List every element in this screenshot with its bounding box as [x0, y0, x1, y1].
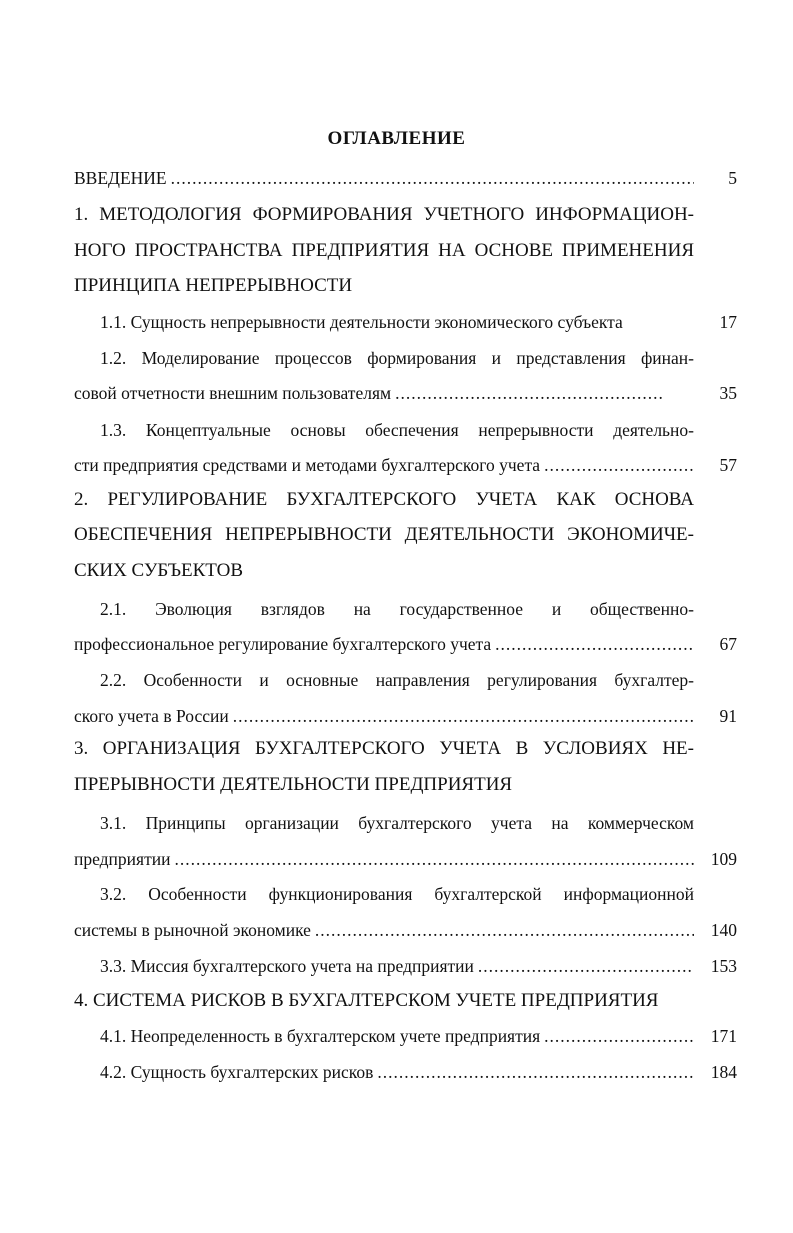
chapter-2-line-2: ОБЕСПЕЧЕНИЯ НЕПРЕРЫВНОСТИ ДЕЯТЕЛЬНОСТИ ЭКОНОМИЧЕ-	[74, 524, 694, 545]
toc-page-number: 35	[719, 383, 737, 403]
section-3-2-line-2: системы в рыночной экономике .....	[74, 917, 694, 943]
chapter-2-line-1: 2. РЕГУЛИРОВАНИЕ БУХГАЛТЕРСКОГО УЧЕТА КАК ОСНОВА	[74, 489, 694, 510]
toc-title: ОГЛАВЛЕНИЕ	[327, 128, 466, 149]
toc-page-number: 57	[719, 455, 737, 475]
chapter-1-line-2: НОГО ПРОСТРАНСТВА ПРЕДПРИЯТИЯ НА ОСНОВЕ ПРИМЕНЕНИЯ	[74, 240, 694, 261]
section-1-2-line-2: совой отчетности внешним пользователям .....	[74, 380, 664, 406]
section-2-2-line-2: ского учета в России .....	[74, 703, 694, 729]
section-2-1-line-1: 2.1. Эволюция взглядов на государственное и общественно-	[100, 599, 694, 619]
toc-page-number: 153	[710, 956, 737, 976]
chapter-1-line-3: ПРИНЦИПА НЕПРЕРЫВНОСТИ	[74, 275, 353, 296]
section-1-2-line-1: 1.2. Моделирование процессов формирования и представления финан-	[100, 348, 694, 368]
toc-entry-text: ВВЕДЕНИЕ	[74, 168, 167, 188]
section-4-1: 4.1. Неопределенность в бухгалтерском учете предприятия .....	[100, 1023, 694, 1049]
section-2-2-line-1: 2.2. Особенности и основные направления регулирования бухгалтер-	[100, 670, 694, 690]
section-4-2: 4.2. Сущность бухгалтерских рисков .....	[100, 1059, 694, 1085]
section-3-1-line-1: 3.1. Принципы организации бухгалтерского учета на коммерческом	[100, 813, 694, 833]
section-1-3-line-1: 1.3. Концептуальные основы обеспечения непрерывности деятельно-	[100, 420, 694, 440]
toc-page-number: 184	[710, 1062, 737, 1082]
section-3-3: 3.3. Миссия бухгалтерского учета на предприятии .....	[100, 953, 694, 979]
toc-page-number: 67	[719, 634, 737, 654]
section-3-1-line-2: предприятии .....	[74, 846, 694, 872]
section-2-1-line-2: профессиональное регулирование бухгалтерского учета .....	[74, 631, 694, 657]
section-3-2-line-1: 3.2. Особенности функционирования бухгалтерской информационной	[100, 884, 694, 904]
chapter-4: 4. СИСТЕМА РИСКОВ В БУХГАЛТЕРСКОМ УЧЕТЕ ПРЕДПРИЯТИЯ	[74, 990, 659, 1011]
toc-page-number: 171	[710, 1026, 737, 1046]
section-1-3-line-2: сти предприятия средствами и методами бухгалтерского учета .....	[74, 452, 694, 478]
toc-entry-intro	[74, 165, 694, 191]
chapter-2-line-3: СКИХ СУБЪЕКТОВ	[74, 560, 244, 581]
toc-page-number: 140	[710, 920, 737, 940]
section-1-1: 1.1. Сущность непрерывности деятельности экономического субъекта	[100, 312, 623, 332]
toc-page-number: 5	[728, 168, 737, 188]
toc-page-number: 17	[719, 312, 737, 332]
chapter-1-line-1: 1. МЕТОДОЛОГИЯ ФОРМИРОВАНИЯ УЧЕТНОГО ИНФОРМАЦИОН-	[74, 204, 694, 225]
chapter-3-line-2: ПРЕРЫВНОСТИ ДЕЯТЕЛЬНОСТИ ПРЕДПРИЯТИЯ	[74, 774, 513, 795]
toc-page-number: 91	[719, 706, 737, 726]
chapter-3-line-1: 3. ОРГАНИЗАЦИЯ БУХГАЛТЕРСКОГО УЧЕТА В УСЛОВИЯХ НЕ-	[74, 738, 694, 759]
toc-page-number: 109	[710, 849, 737, 869]
